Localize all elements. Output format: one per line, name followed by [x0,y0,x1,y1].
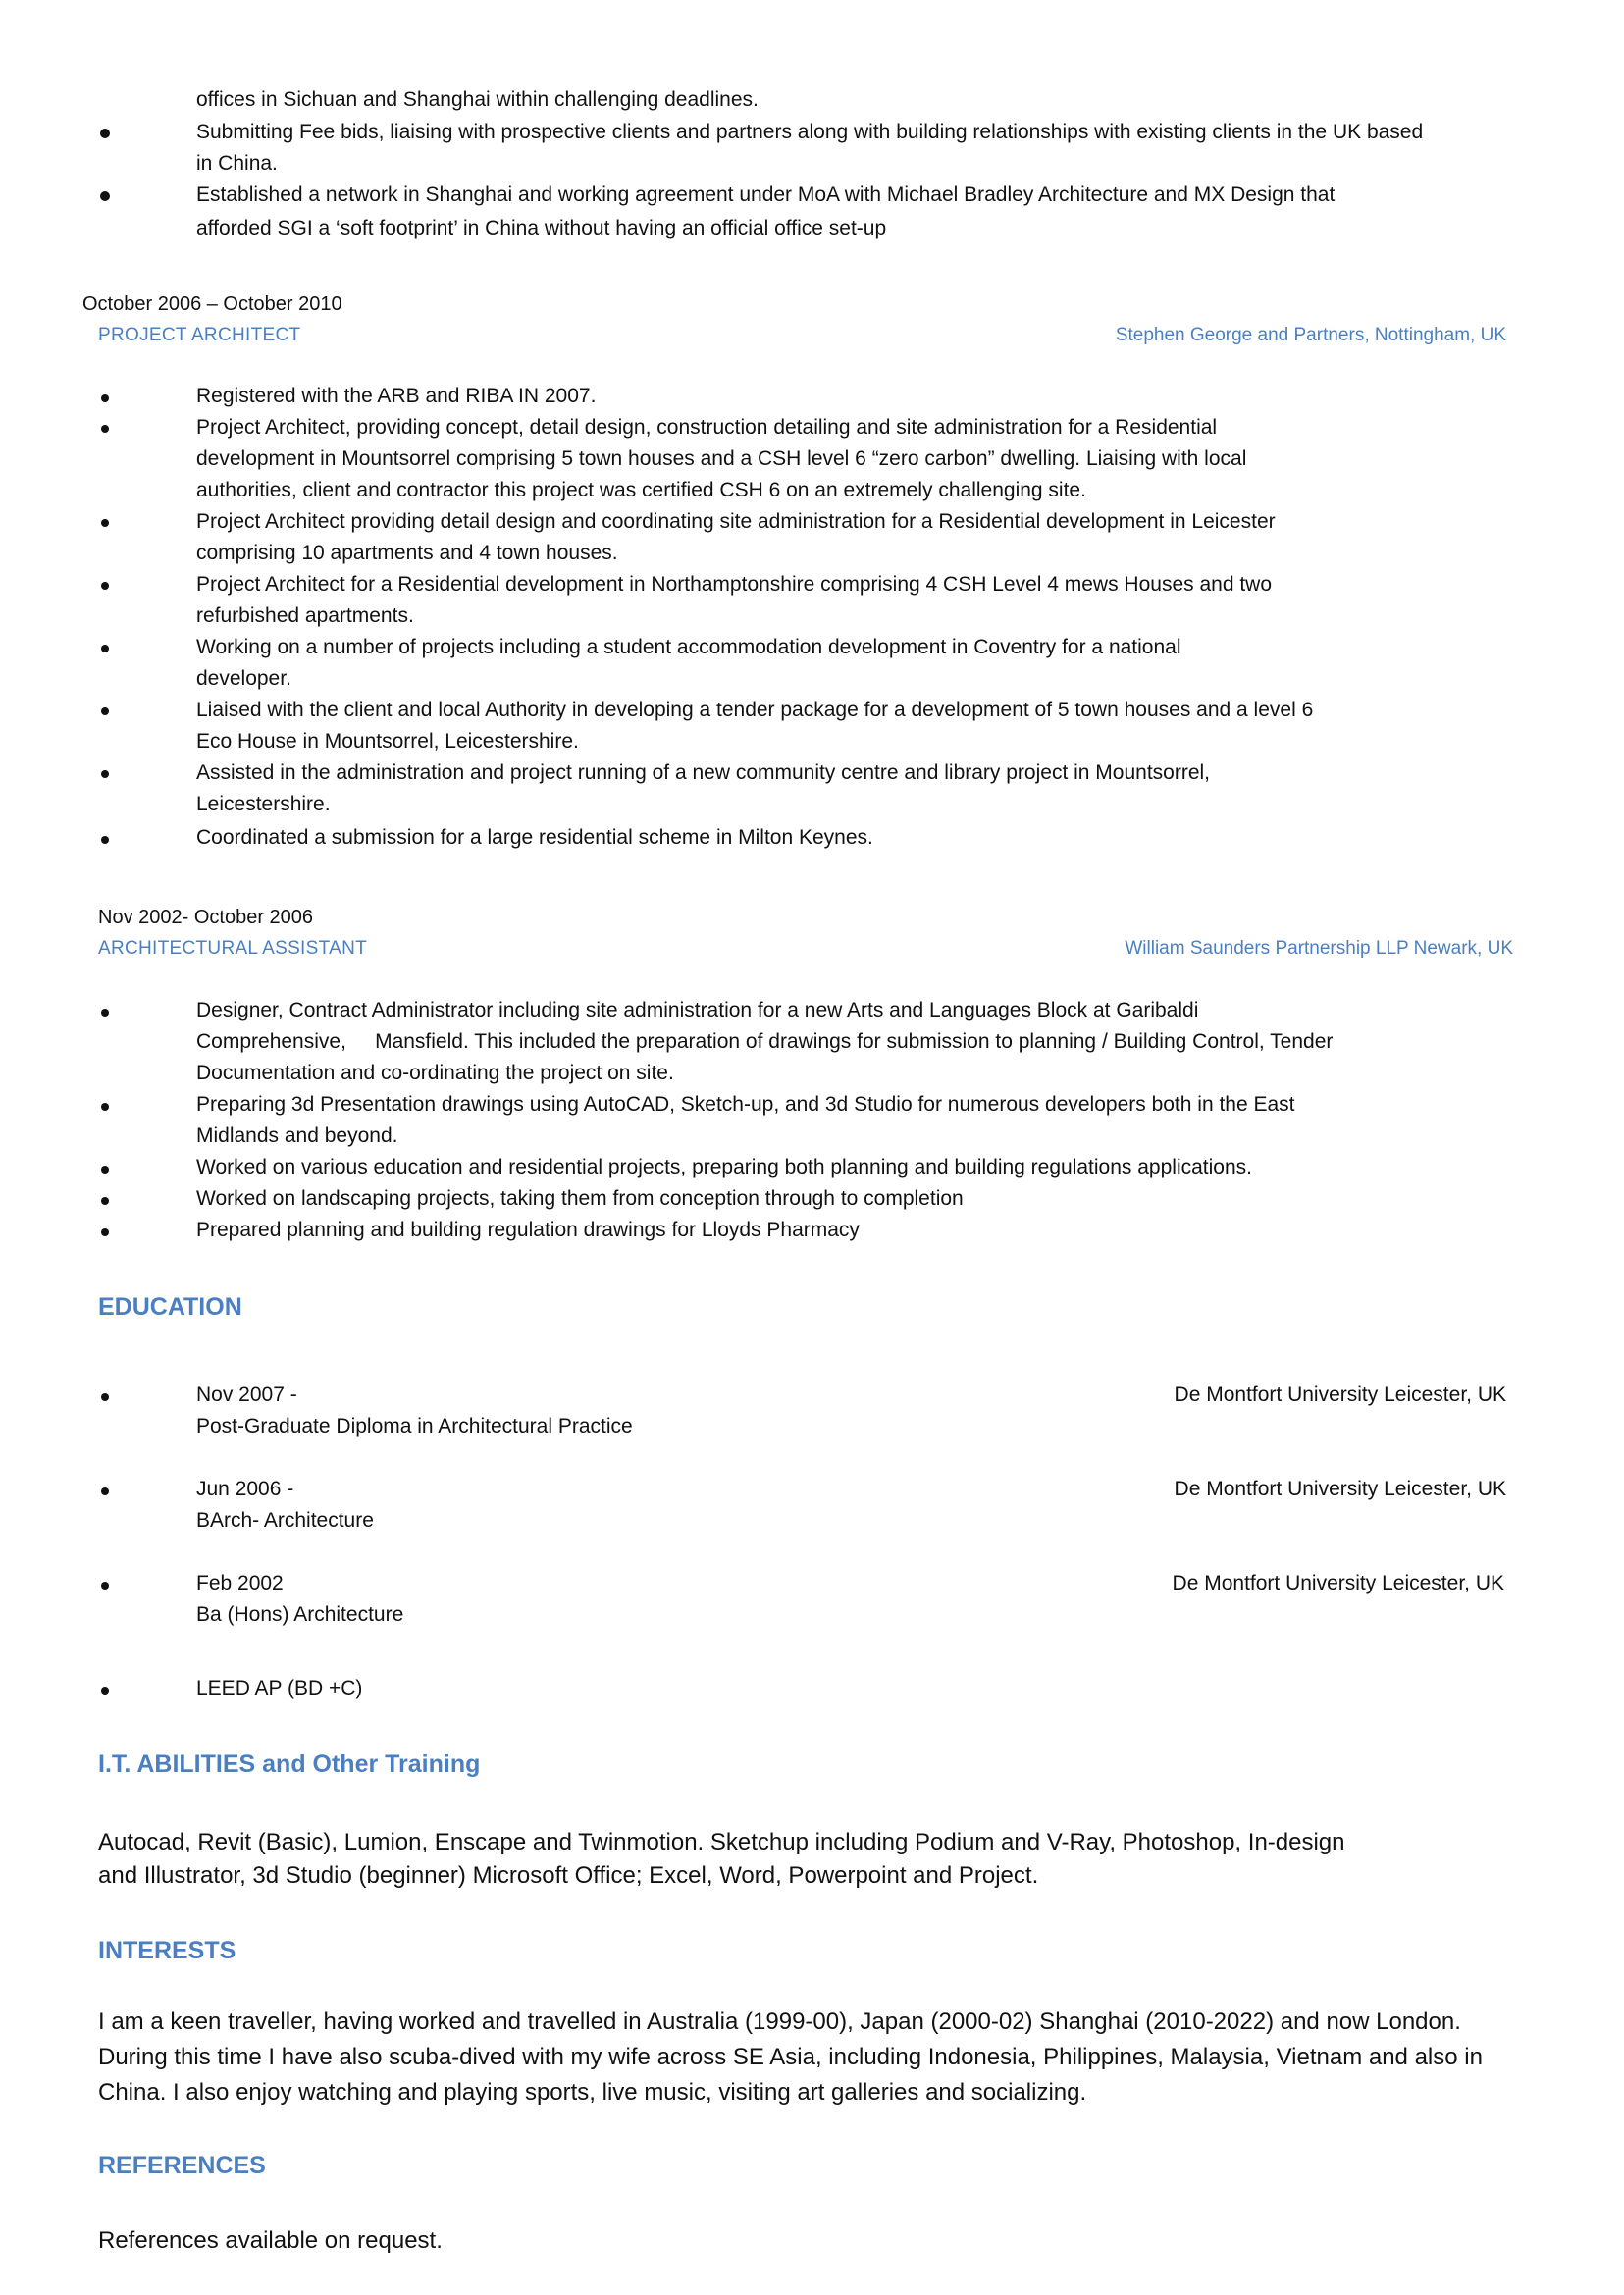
list-item: Prepared planning and building regulation drawings for Lloyds Pharmacy [196,1219,860,1241]
bullet-icon [101,1582,109,1590]
job-company: Stephen George and Partners, Nottingham, UK [1115,325,1506,345]
list-item: Worked on landscaping projects, taking them from conception through to completion [196,1187,964,1210]
section-heading-education: EDUCATION [98,1293,242,1321]
bullet-icon [101,645,109,652]
bullet-icon [101,1197,109,1205]
job-dates: October 2006 – October 2010 [82,293,342,315]
bullet-icon [101,1009,109,1017]
list-item: Working on a number of projects including a student accommodation development in Coventry for a national developer. [196,636,1181,690]
list-item: Liaised with the client and local Authority in developing a tender package for a development of 5 town houses and a level 6 Eco House in Mountsorrel, Leicestershire. [196,699,1314,753]
bullet-icon [101,582,109,590]
education-institution: De Montfort University Leicester, UK [1174,1383,1506,1406]
list-item: Submitting Fee bids, liaising with prospective clients and partners along with building relationships with existing clients in the UK based in China. [196,121,1424,175]
bullet-icon [101,1487,109,1495]
list-item: Coordinated a submission for a large residential scheme in Milton Keynes. [196,826,873,849]
it-abilities-text: Autocad, Revit (Basic), Lumion, Enscape and Twinmotion. Sketchup including Podium and V-Ray, Photoshop, In-design and Illustrator, 3d Studio (beginner) Microsoft Office; Excel, Word, Powerpoint and Project. [98,1829,1345,1889]
references-text: References available on request. [98,2227,443,2254]
bullet-icon [101,1393,109,1401]
job-dates: Nov 2002- October 2006 [98,907,314,928]
list-item: Established a network in Shanghai and working agreement under MoA with Michael Bradley Architecture and MX Design that afforded SGI a ‘soft footprint’ in China without having an official office set-up [196,183,1336,239]
bullet-icon [101,1103,109,1111]
bullet-icon [101,836,109,844]
bullet-icon [100,191,110,201]
bullet-icon [101,519,109,527]
section-heading-references: REFERENCES [98,2152,266,2179]
list-item: Project Architect, providing concept, detail design, construction detailing and site administration for a Residential development in Mountsorrel comprising 5 town houses and a CSH level 6 “zero carbon” dwelling. Liaising with local authorities, client and contractor this project was certified CSH 6 on an extremely challenging site. [196,416,1247,501]
section-heading-it-abilities: I.T. ABILITIES and Other Training [98,1750,481,1778]
education-institution: De Montfort University Leicester, UK [1174,1478,1506,1500]
education-item: LEED AP (BD +C) [196,1677,363,1699]
job-company: William Saunders Partnership LLP Newark, UK [1125,938,1513,959]
list-item: Project Architect for a Residential development in Northamptonshire comprising 4 CSH Level 4 mews Houses and two refurbished apartments. [196,573,1273,627]
bullet-icon [101,707,109,715]
job-title: ARCHITECTURAL ASSISTANT [98,938,367,959]
education-item: Nov 2007 - Post-Graduate Diploma in Architectural Practice [196,1383,633,1437]
bullet-icon [101,1166,109,1174]
bullet-icon [101,1228,109,1236]
education-item: Jun 2006 - BArch- Architecture [196,1478,374,1532]
bullet-icon [101,1687,109,1695]
job-title: PROJECT ARCHITECT [98,325,301,345]
education-item: Feb 2002 Ba (Hons) Architecture [196,1572,404,1626]
bullet-icon [101,394,109,402]
list-item: Registered with the ARB and RIBA IN 2007. [196,385,597,407]
list-item: Assisted in the administration and project running of a new community centre and library project in Mountsorrel, Leicestershire. [196,761,1211,815]
section-heading-interests: INTERESTS [98,1937,236,1964]
list-item: Designer, Contract Administrator including site administration for a new Arts and Languages Block at Garibaldi Comprehensive, Mansfield. This included the preparation of drawings for submission to planning / Building Control, Tender Documentation and co-ordinating the project on site. [196,999,1334,1084]
list-item: Worked on various education and residential projects, preparing both planning and building regulations applications. [196,1156,1252,1178]
bullet-icon [101,425,109,433]
interests-text: I am a keen traveller, having worked and travelled in Australia (1999-00), Japan (2000-02) Shanghai (2010-2022) and now London. During this time I have also scuba-dived with my wife across SE Asia, including Indonesia, Philippines, Malaysia, Vietnam and also in China. I also enjoy watching and playing sports, live music, visiting art galleries and socializing. [98,2008,1483,2106]
list-item: offices in Sichuan and Shanghai within challenging deadlines. [196,88,759,111]
list-item: Project Architect providing detail design and coordinating site administration for a Residential development in Leicester comprising 10 apartments and 4 town houses. [196,510,1276,564]
bullet-icon [100,129,110,138]
list-item: Preparing 3d Presentation drawings using AutoCAD, Sketch-up, and 3d Studio for numerous developers both in the East Midlands and beyond. [196,1093,1295,1147]
education-institution: De Montfort University Leicester, UK [1172,1572,1504,1594]
bullet-icon [101,770,109,778]
